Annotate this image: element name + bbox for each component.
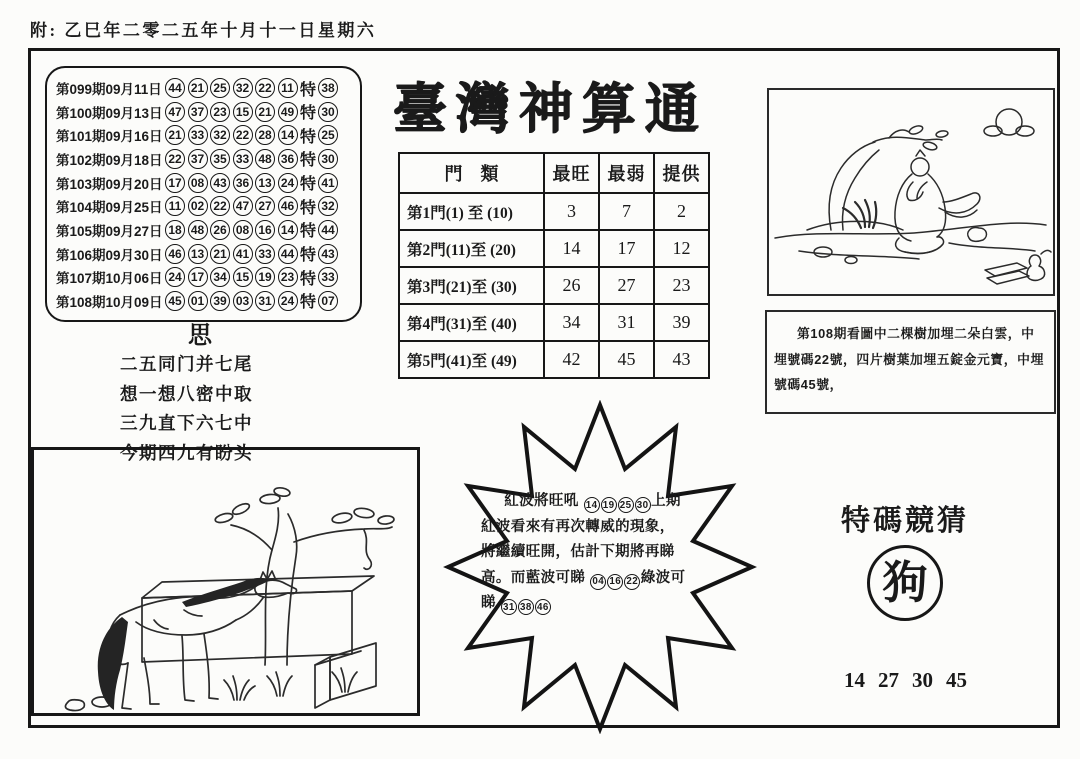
special-prefix: 特 <box>300 152 317 170</box>
offer-value-cell: 2 <box>654 193 709 230</box>
drawn-number-circle: 24 <box>165 267 185 287</box>
zodiac-character: 狗 <box>882 557 928 608</box>
hot-value-cell: 26 <box>544 267 599 304</box>
drawn-number-circle: 21 <box>188 78 208 98</box>
table-row <box>399 304 709 341</box>
guess-number: 45 <box>946 668 967 692</box>
wave-tip-segment: 上期紅波看來有再次轉威的現象，將繼續旺開，估計下期將再睇高。而藍波可睇 <box>481 493 681 586</box>
special-prefix: 特 <box>300 223 317 241</box>
drawn-number-circle: 22 <box>255 78 275 98</box>
drawn-number-circle: 25 <box>210 78 230 98</box>
special-number-circle: 30 <box>318 102 338 122</box>
table-header-row <box>399 153 709 193</box>
wave-tip-text <box>481 489 689 617</box>
drawn-number-circle: 44 <box>278 244 298 264</box>
drawn-number-circle: 13 <box>188 244 208 264</box>
gate-stats-table <box>398 152 710 379</box>
gate-category-cell: 第3門(21)至 (30) <box>399 267 544 304</box>
drawn-number-circle: 36 <box>278 149 298 169</box>
table-header-cell: 最弱 <box>599 153 654 193</box>
drawn-number-circle: 37 <box>188 102 208 122</box>
table-row <box>399 267 709 304</box>
wave-number-circle: 46 <box>535 599 551 615</box>
result-row <box>56 219 354 241</box>
drawn-number-circle: 24 <box>278 291 298 311</box>
result-label: 第108期10月09日 <box>56 294 163 310</box>
guess-numbers <box>844 668 967 693</box>
drawn-number-circle: 14 <box>278 125 298 145</box>
drawn-number-circle: 44 <box>165 78 185 98</box>
offer-value-cell: 43 <box>654 341 709 378</box>
drawn-number-circle: 08 <box>233 220 253 240</box>
drawn-number-circle: 22 <box>233 125 253 145</box>
drawn-number-circle: 03 <box>233 291 253 311</box>
special-number-circle: 25 <box>318 125 338 145</box>
drawn-number-circle: 19 <box>255 267 275 287</box>
poem-line: 今期四九有盼头 <box>120 442 253 463</box>
poem-line: 想一想八密中取 <box>120 383 253 404</box>
special-prefix: 特 <box>300 105 317 123</box>
result-row <box>56 124 354 146</box>
result-row <box>56 266 354 288</box>
special-prefix: 特 <box>300 81 317 99</box>
guess-number: 30 <box>912 668 933 692</box>
drawn-number-circle: 21 <box>210 244 230 264</box>
cold-value-cell: 31 <box>599 304 654 341</box>
gate-category-cell: 第5門(41)至 (49) <box>399 341 544 378</box>
cold-value-cell: 17 <box>599 230 654 267</box>
drawn-number-circle: 34 <box>210 267 230 287</box>
poem-line: 二五同门并七尾 <box>120 354 253 374</box>
drawn-number-circle: 15 <box>233 102 253 122</box>
wave-number-circle: 38 <box>518 599 534 615</box>
wave-number-circle: 30 <box>635 497 651 513</box>
result-label: 第099期09月11日 <box>56 82 162 97</box>
past-results-box <box>45 66 362 322</box>
drawn-number-circle: 22 <box>210 196 230 216</box>
special-guess-heading: 特碼競猜 <box>841 505 970 537</box>
horse-at-trough-illustration <box>34 450 417 713</box>
special-number-circle: 43 <box>318 244 338 264</box>
offer-value-cell: 12 <box>654 230 709 267</box>
drawn-number-circle: 43 <box>210 173 230 193</box>
drawn-number-circle: 17 <box>188 267 208 287</box>
table-header-cell: 提供 <box>654 153 709 193</box>
wave-tip-segment: 綠波可睇 <box>481 569 686 611</box>
wave-number-circle: 22 <box>624 574 640 590</box>
drawn-number-circle: 33 <box>233 149 253 169</box>
drawn-number-circle: 28 <box>255 125 275 145</box>
offer-value-cell: 23 <box>654 267 709 304</box>
special-prefix: 特 <box>300 294 317 312</box>
drawn-number-circle: 21 <box>165 125 185 145</box>
drawn-number-circle: 08 <box>188 173 208 193</box>
gate-category-cell: 第4門(31)至 (40) <box>399 304 544 341</box>
wave-number-circle: 19 <box>601 497 617 513</box>
drawn-number-circle: 33 <box>255 244 275 264</box>
horse-illustration-box <box>31 447 420 716</box>
table-row <box>399 193 709 230</box>
drawn-number-circle: 21 <box>255 102 275 122</box>
result-label: 第104期09月25日 <box>56 200 163 216</box>
drawn-number-circle: 48 <box>255 149 275 169</box>
special-number-circle: 44 <box>318 220 338 240</box>
result-row <box>56 195 354 217</box>
drawn-number-circle: 33 <box>188 125 208 145</box>
kneeling-sage-illustration <box>769 90 1053 294</box>
drawn-number-circle: 11 <box>165 196 185 216</box>
drawn-number-circle: 18 <box>165 220 185 240</box>
hot-value-cell: 42 <box>544 341 599 378</box>
wave-number-circle: 04 <box>590 574 606 590</box>
drawn-number-circle: 23 <box>210 102 230 122</box>
special-number-circle: 33 <box>318 267 338 287</box>
result-label: 第106期09月30日 <box>56 247 163 263</box>
drawn-number-circle: 16 <box>255 220 275 240</box>
drawn-number-circle: 47 <box>165 102 185 122</box>
result-label: 第102期09月18日 <box>56 152 163 168</box>
drawn-number-circle: 49 <box>278 102 298 122</box>
table-row <box>399 341 709 378</box>
drawn-number-circle: 17 <box>165 173 185 193</box>
wave-tip-segment: 紅波將旺吼 <box>504 493 584 509</box>
gate-category-cell: 第2門(11)至 (20) <box>399 230 544 267</box>
special-number-circle: 30 <box>318 149 338 169</box>
result-label: 第107期10月06日 <box>56 271 163 287</box>
poem-line: 三九直下六七中 <box>120 413 253 433</box>
poem-title: 思 <box>188 323 212 349</box>
gate-category-cell: 第1門(1) 至 (10) <box>399 193 544 230</box>
special-prefix: 特 <box>300 247 317 265</box>
drawn-number-circle: 15 <box>233 267 253 287</box>
drawn-number-circle: 36 <box>233 173 253 193</box>
table-row <box>399 230 709 267</box>
special-prefix: 特 <box>300 270 317 288</box>
drawn-number-circle: 31 <box>255 291 275 311</box>
drawn-number-circle: 26 <box>210 220 230 240</box>
wave-number-circle: 14 <box>584 497 600 513</box>
cold-value-cell: 27 <box>599 267 654 304</box>
zodiac-circle <box>867 545 943 621</box>
result-row <box>56 243 354 265</box>
picture-tip-box: 第108期看圖中二棵樹加埋二朵白雲，中埋號碼22號，四片樹葉加埋五錠金元寶，中埋號碼45號， <box>765 310 1056 414</box>
special-number-circle: 07 <box>318 291 338 311</box>
table-header-cell: 門 類 <box>399 153 544 193</box>
drawn-number-circle: 24 <box>278 173 298 193</box>
result-row <box>56 290 354 312</box>
drawn-number-circle: 22 <box>165 149 185 169</box>
drawn-number-circle: 02 <box>188 196 208 216</box>
sage-illustration-box <box>767 88 1055 296</box>
drawn-number-circle: 41 <box>233 244 253 264</box>
result-label: 第105期09月27日 <box>56 223 163 239</box>
hot-value-cell: 34 <box>544 304 599 341</box>
drawn-number-circle: 46 <box>165 244 185 264</box>
guess-number: 27 <box>878 668 899 692</box>
drawn-number-circle: 47 <box>233 196 253 216</box>
drawn-number-circle: 32 <box>233 78 253 98</box>
result-row <box>56 101 354 123</box>
drawn-number-circle: 35 <box>210 149 230 169</box>
table-header-cell: 最旺 <box>544 153 599 193</box>
drawn-number-circle: 45 <box>165 291 185 311</box>
result-label: 第103期09月20日 <box>56 176 163 192</box>
result-row <box>56 148 354 170</box>
wave-number-circle: 31 <box>501 599 517 615</box>
drawn-number-circle: 11 <box>278 78 298 98</box>
wave-number-circle: 16 <box>607 574 623 590</box>
drawn-number-circle: 39 <box>210 291 230 311</box>
drawn-number-circle: 37 <box>188 149 208 169</box>
special-prefix: 特 <box>300 128 317 146</box>
lunar-date-line: 附: 乙巳年二零二五年十月十一日星期六 <box>30 21 377 40</box>
drawn-number-circle: 46 <box>278 196 298 216</box>
special-number-circle: 38 <box>318 78 338 98</box>
result-label: 第101期09月16日 <box>56 129 163 145</box>
drawn-number-circle: 23 <box>278 267 298 287</box>
drawn-number-circle: 32 <box>210 125 230 145</box>
result-row <box>56 77 354 99</box>
drawn-number-circle: 13 <box>255 173 275 193</box>
drawn-number-circle: 27 <box>255 196 275 216</box>
result-row <box>56 172 354 194</box>
special-number-circle: 32 <box>318 196 338 216</box>
special-prefix: 特 <box>300 199 317 217</box>
guess-number: 14 <box>844 668 865 692</box>
drawn-number-circle: 14 <box>278 220 298 240</box>
drawn-number-circle: 01 <box>188 291 208 311</box>
result-label: 第100期09月13日 <box>56 105 163 121</box>
page-title: 臺灣神算通 <box>392 79 708 139</box>
wave-number-circle: 25 <box>618 497 634 513</box>
hot-value-cell: 3 <box>544 193 599 230</box>
drawn-number-circle: 48 <box>188 220 208 240</box>
cold-value-cell: 45 <box>599 341 654 378</box>
special-number-circle: 41 <box>318 173 338 193</box>
hot-value-cell: 14 <box>544 230 599 267</box>
offer-value-cell: 39 <box>654 304 709 341</box>
cold-value-cell: 7 <box>599 193 654 230</box>
special-prefix: 特 <box>300 176 317 194</box>
